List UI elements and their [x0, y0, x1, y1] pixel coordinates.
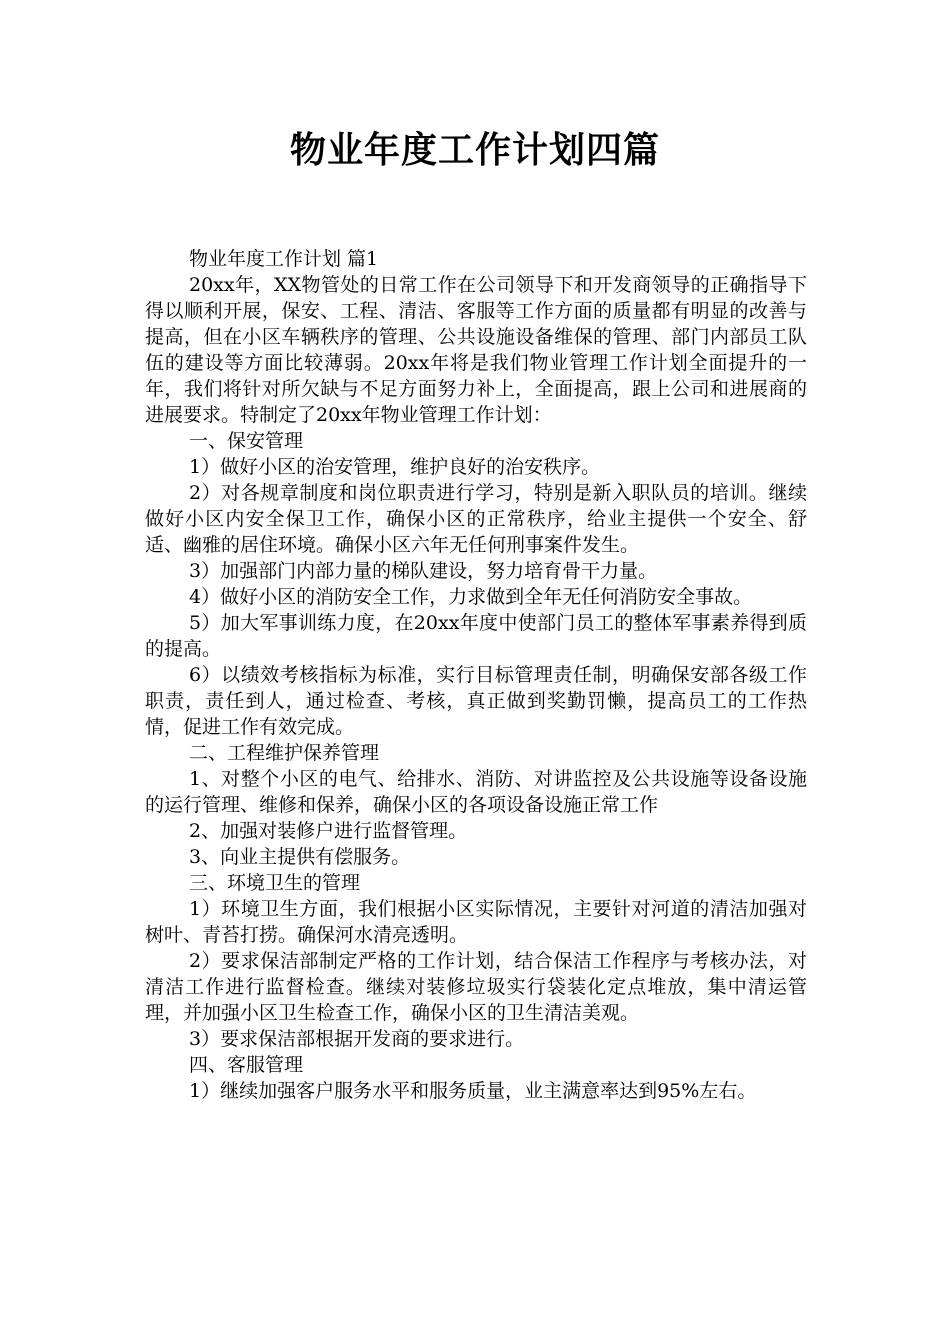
section-heading-engineering: 二、工程维护保养管理 [189, 742, 380, 764]
sanitation-item-1: 1）环境卫生方面，我们根据小区实际情况，主要针对河道的清洁加强对树叶、青苔打捞。确保河水清亮透明。 [145, 898, 807, 946]
security-item-4: 4）做好小区的消防安全工作，力求做到全年无任何消防安全事故。 [189, 586, 753, 608]
security-item-1: 1）做好小区的治安管理，维护良好的治安秩序。 [189, 456, 601, 478]
document-body [145, 246, 807, 1104]
sanitation-item-3: 3）要求保洁部根据开发商的要求进行。 [189, 1028, 525, 1050]
section-heading-sanitation: 三、环境卫生的管理 [189, 872, 361, 894]
security-item-3: 3）加强部门内部力量的梯队建设，努力培育骨干力量。 [189, 560, 658, 582]
engineering-item-1: 1、对整个小区的电气、给排水、消防、对讲监控及公共设施等设备设施的运行管理、维修和保养，确保小区的各项设备设施正常工作 [145, 768, 807, 816]
section-heading-customer-service: 四、客服管理 [189, 1054, 304, 1076]
engineering-item-3: 3、向业主提供有偿服务。 [189, 846, 411, 868]
security-item-2: 2）对各规章制度和岗位职责进行学习，特别是新入职队员的培训。继续做好小区内安全保卫工作，确保小区的正常秩序，给业主提供一个安全、舒适、幽雅的居住环境。确保小区六年无任何刑事案件发生。 [145, 482, 807, 556]
customer-service-item-1: 1）继续加强客户服务水平和服务质量，业主满意率达到95%左右。 [189, 1080, 757, 1102]
security-item-5: 5）加大军事训练力度，在20xx年度中使部门员工的整体军事素养得到质的提高。 [145, 612, 807, 660]
section-heading-plan-1: 物业年度工作计划 篇1 [189, 248, 379, 270]
engineering-item-2: 2、加强对装修户进行监督管理。 [189, 820, 468, 842]
document-title: 物业年度工作计划四篇 [289, 130, 660, 171]
security-item-6: 6）以绩效考核指标为标准，实行目标管理责任制，明确保安部各级工作职责，责任到人，通过检查、考核，真正做到奖勤罚懒，提高员工的工作热情，促进工作有效完成。 [145, 664, 807, 738]
intro-paragraph: 20xx年，XX物管处的日常工作在公司领导下和开发商领导的正确指导下得以顺利开展，保安、工程、清洁、客服等工作方面的质量都有明显的改善与提高，但在小区车辆秩序的管理、公共设施设备维保的管理、部门内部员工队伍的建设等方面比较薄弱。20xx年将是我们物业管理工作计划全面提升的一年，我们将针对所欠缺与不足方面努力补上，全面提高，跟上公司和进展商的进展要求。特制定了20xx年物业管理工作计划： [145, 274, 807, 426]
sanitation-item-2: 2）要求保洁部制定严格的工作计划，结合保洁工作程序与考核办法，对清洁工作进行监督检查。继续对装修垃圾实行袋装化定点堆放，集中清运管理，并加强小区卫生检查工作，确保小区的卫生清洁美观。 [145, 950, 807, 1024]
section-heading-security: 一、保安管理 [189, 430, 304, 452]
